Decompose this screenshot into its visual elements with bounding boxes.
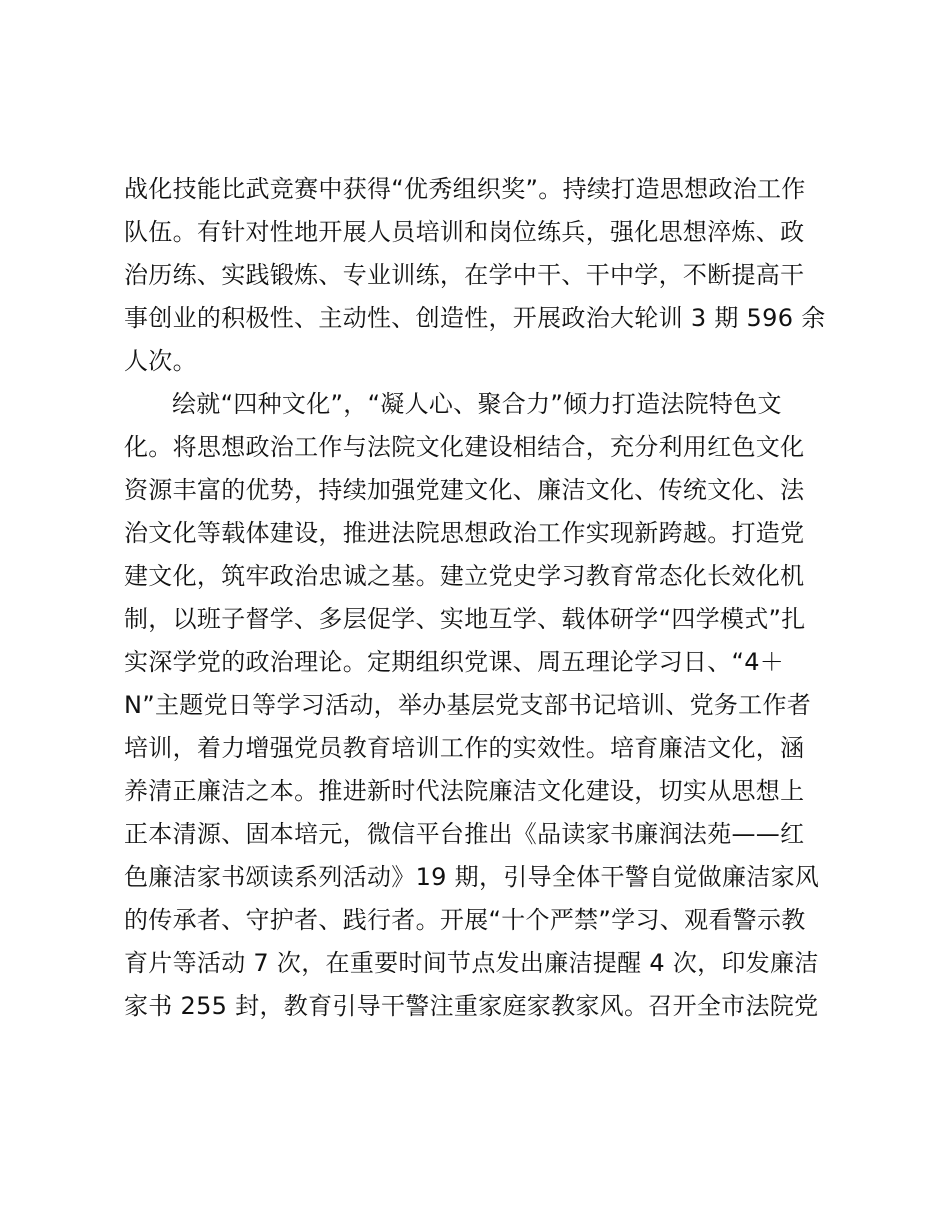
text-line: 事创业的积极性、主动性、创造性，开展政治大轮训 3 期 596 余 (124, 304, 826, 332)
paragraph-start-line: 绘就“四种文化”，“凝人心、聚合力”倾力打造法院特色文 (172, 390, 782, 418)
text-line: 育片等活动 7 次，在重要时间节点发出廉洁提醒 4 次，印发廉洁 (124, 949, 819, 977)
text-line: 实深学党的政治理论。定期组织党课、周五理论学习日、“4＋ (124, 648, 785, 676)
text-line: 养清正廉洁之本。推进新时代法院廉洁文化建设，切实从思想上 (124, 777, 805, 805)
text-line: 战化技能比武竞赛中获得“优秀组织奖”。持续打造思想政治工作 (124, 175, 806, 203)
text-line: 治历练、实践锻炼、专业训练，在学中干、干中学，不断提高干 (124, 261, 805, 289)
text-line: 家书 255 封，教育引导干警注重家庭家教家风。召开全市法院党 (124, 992, 819, 1020)
text-line: 人次。 (124, 347, 197, 375)
body-text (124, 168, 844, 1028)
text-line: 的传承者、守护者、践行者。开展“十个严禁”学习、观看警示教 (124, 906, 806, 934)
text-line: 培训，着力增强党员教育培训工作的实效性。培育廉洁文化，涵 (124, 734, 805, 762)
text-line: 正本清源、固本培元，微信平台推出《品读家书廉润法苑——红 (124, 820, 805, 848)
text-line: N”主题党日等学习活动，举办基层党支部书记培训、党务工作者 (124, 691, 812, 719)
text-line: 制，以班子督学、多层促学、实地互学、载体研学“四学模式”扎 (124, 605, 806, 633)
text-line: 队伍。有针对性地开展人员培训和岗位练兵，强化思想淬炼、政 (124, 218, 805, 246)
text-line: 建文化，筑牢政治忠诚之基。建立党史学习教育常态化长效化机 (124, 562, 805, 590)
text-line: 治文化等载体建设，推进法院思想政治工作实现新跨越。打造党 (124, 519, 805, 547)
text-line: 化。将思想政治工作与法院文化建设相结合，充分利用红色文化 (124, 433, 805, 461)
text-line: 资源丰富的优势，持续加强党建文化、廉洁文化、传统文化、法 (124, 476, 805, 504)
text-line: 色廉洁家书颂读系列活动》19 期，引导全体干警自觉做廉洁家风 (124, 863, 820, 891)
